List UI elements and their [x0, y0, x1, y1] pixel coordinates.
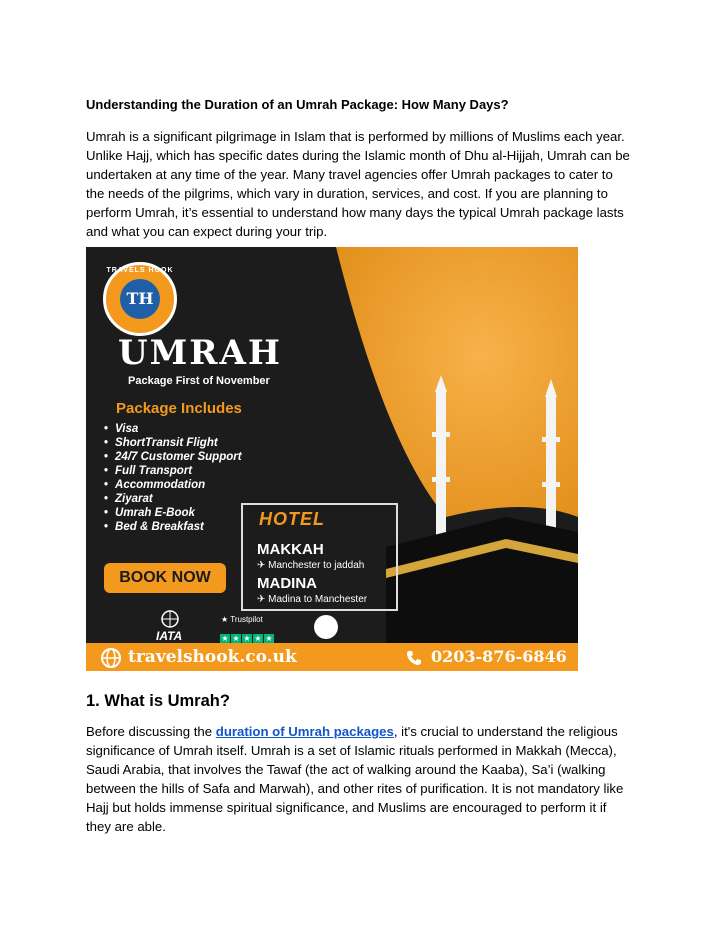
star-icon: ★ — [221, 634, 229, 643]
umrah-packages-link[interactable]: duration of Umrah packages — [215, 724, 394, 739]
banner-phone: 0203-876-6846 — [431, 647, 567, 666]
travelshook-logo — [103, 262, 177, 336]
hotel-box — [241, 503, 398, 611]
hotel-title: HOTEL — [259, 509, 325, 529]
includes-item: • Bed & Breakfast — [104, 520, 242, 534]
banner-subheadline: Package First of November — [128, 375, 270, 387]
city-madina: MADINA — [257, 575, 317, 592]
route-madina: ✈ Madina to Manchester — [257, 594, 368, 605]
paragraph-text: Before discussing the — [86, 724, 216, 739]
banner-headline: UMRAH — [118, 333, 283, 373]
includes-item: • 24/7 Customer Support — [104, 450, 242, 464]
star-icon: ★ — [254, 634, 262, 643]
includes-title: Package Includes — [116, 400, 242, 417]
umrah-package-banner — [86, 247, 578, 671]
includes-item: • Accommodation — [104, 478, 242, 492]
intro-paragraph: Umrah is a significant pilgrimage in Islam that is performed by millions of Muslims each year. Unlike Hajj, which has specific dates during the Islamic month of Dhu al-Hijjah, Umrah can be undertaken at any time of the year. Many travel agencies offer Umrah packages to cater to the needs of the pilgrims, which vary in duration, services, and cost. If you are planning to perform Umrah, it’s essential to understand how many days the typical Umrah package lasts and what you can expect during your trip. — [86, 129, 630, 239]
trustpilot-label: ★ Trustpilot — [221, 615, 263, 624]
section-paragraph — [86, 722, 634, 836]
article-title: Understanding the Duration of an Umrah Package: How Many Days? — [86, 97, 509, 112]
globe-icon — [100, 647, 122, 669]
includes-list — [104, 422, 242, 534]
banner-website: travelshook.co.uk — [128, 647, 297, 667]
includes-item: • ShortTransit Flight — [104, 436, 242, 450]
star-icon: ★ — [232, 634, 240, 643]
paragraph-text: , it's crucial to understand the religious significance of Umrah itself. Umrah is a set of Islamic rituals performed in Makkah (Mecca), Saudi Arabia, that involves the Tawaf (the act of walking around the Kaaba), Sa’i (walking between the hills of Safa and Marwah), and other rites of purification. It is not mandatory like Hajj but holds immense spiritual significance, and Muslims are encouraged to perform it if they are able. — [86, 724, 624, 834]
book-now-button: BOOK NOW — [104, 563, 226, 593]
city-makkah: MAKKAH — [257, 541, 324, 558]
includes-item: • Visa — [104, 422, 242, 436]
iata-globe-icon — [160, 609, 180, 629]
phone-icon — [404, 648, 424, 668]
logo-mark: TH — [120, 279, 160, 319]
star-icon: ★ — [265, 634, 273, 643]
section-heading: 1. What is Umrah? — [86, 692, 230, 710]
includes-item: • Umrah E-Book — [104, 506, 242, 520]
star-icon: ★ — [243, 634, 251, 643]
route-makkah: ✈ Manchester to jaddah — [257, 560, 365, 571]
includes-item: • Ziyarat — [104, 492, 242, 506]
logo-text: TRAVELS HOOK — [106, 267, 174, 274]
includes-item: • Full Transport — [104, 464, 242, 478]
atol-logo-icon — [314, 615, 338, 639]
iata-label: IATA — [156, 629, 183, 643]
